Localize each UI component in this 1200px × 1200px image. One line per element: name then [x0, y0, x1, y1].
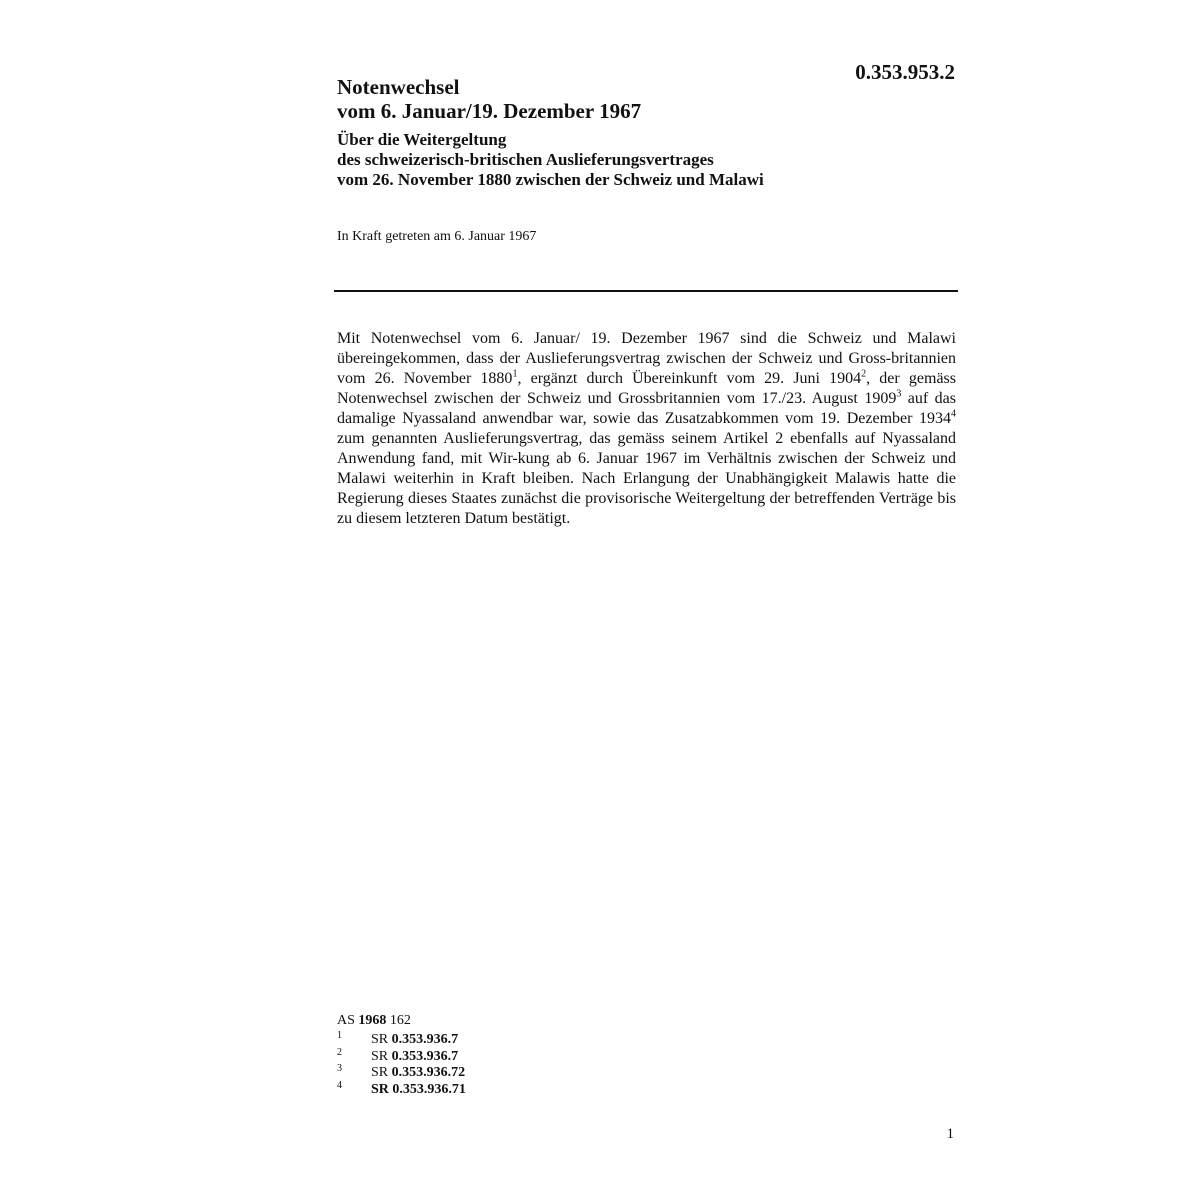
subtitle-line-2: des schweizerisch-britischen Auslieferungsvertrages	[337, 150, 714, 169]
subtitle-line-3: vom 26. November 1880 zwischen der Schweiz und Malawi	[337, 170, 764, 189]
body-text-segment: zum genannten Auslieferungsvertrag, das gemäss seinem Artikel 2 ebenfalls auf Nyassaland Anwendung fand, mit Wir-kung ab 6. Januar 1967 im Verhältnis zwischen der Schweiz und Malawi weiterhin in Kraft bleiben. Nach Erlangung der Unabhängigkeit Malawis hatte die Regierung dieses Staates zunächst die provisorische Weitergeltung der betreffenden Verträge bis zu diesem letzteren Datum bestätigt.	[337, 430, 956, 527]
footnote-list	[337, 1032, 737, 1098]
footnote-sr-number[interactable]: 0.353.936.7	[391, 1048, 459, 1064]
footnote-sr-number[interactable]: 0.353.936.72	[391, 1065, 466, 1080]
source-year: 1968	[358, 1013, 387, 1028]
footnote-mark: 1	[337, 1030, 342, 1041]
document-title	[337, 75, 957, 123]
footnote-prefix: SR	[371, 1032, 389, 1047]
in-force-date: In Kraft getreten am 6. Januar 1967	[337, 229, 537, 244]
footnote-mark: 2	[337, 1046, 342, 1058]
footnote-prefix: SR	[371, 1065, 389, 1080]
subtitle-line-1: Über die Weitergeltung	[337, 130, 507, 149]
footnote-ref[interactable]: 3	[896, 388, 902, 400]
footnote-sr-number[interactable]: 0.353.936.7	[391, 1032, 459, 1047]
header-divider	[334, 290, 958, 292]
source-prefix: AS	[337, 1013, 355, 1028]
footnote-mark: 3	[337, 1063, 342, 1074]
footnote-item	[337, 1079, 737, 1099]
footnote-prefix: SR	[371, 1081, 389, 1097]
footnote-sr-number[interactable]: 0.353.936.71	[392, 1081, 466, 1097]
page-number: 1	[946, 1126, 954, 1142]
footnote-mark: 4	[337, 1079, 342, 1091]
sr-number: 0.353.953.2	[855, 60, 955, 84]
body-text-segment: Mit Notenwechsel vom 6. Januar/ 19. Dezember 1967 sind die Schweiz und Malawi übereingekommen, dass der Auslieferungsvertrag zwischen der Schweiz und Gross-britannien vom 26. November 1880	[337, 330, 956, 387]
body-text-segment: , der gemäss Notenwechsel zwischen der Schweiz und Grossbritannien vom 17./23. August 1909	[337, 370, 956, 407]
title-line-1: Notenwechsel	[337, 75, 460, 99]
footnote-text	[371, 1065, 465, 1081]
body-text-segment: auf das damalige Nyassaland anwendbar war, sowie das Zusatzabkommen vom 19. Dezember 1934	[337, 390, 956, 427]
footnote-ref[interactable]: 1	[512, 368, 518, 380]
title-line-2: vom 6. Januar/19. Dezember 1967	[337, 99, 642, 123]
document-subtitle	[337, 130, 957, 190]
footnote-prefix: SR	[371, 1048, 389, 1064]
footnote-ref[interactable]: 4	[951, 408, 956, 420]
footnote-item	[337, 1046, 737, 1066]
footnote-text	[371, 1082, 466, 1098]
footnote-ref[interactable]: 2	[861, 368, 867, 380]
body-paragraph	[337, 329, 956, 529]
footnote-item	[337, 1032, 737, 1049]
body-text-segment: , ergänzt durch Übereinkunft vom 29. Juni 1904	[517, 370, 862, 387]
source-reference	[337, 1012, 411, 1030]
footnote-text	[371, 1032, 458, 1048]
footnote-item	[337, 1065, 737, 1082]
source-page: 162	[389, 1013, 411, 1028]
footnote-text	[371, 1049, 458, 1065]
